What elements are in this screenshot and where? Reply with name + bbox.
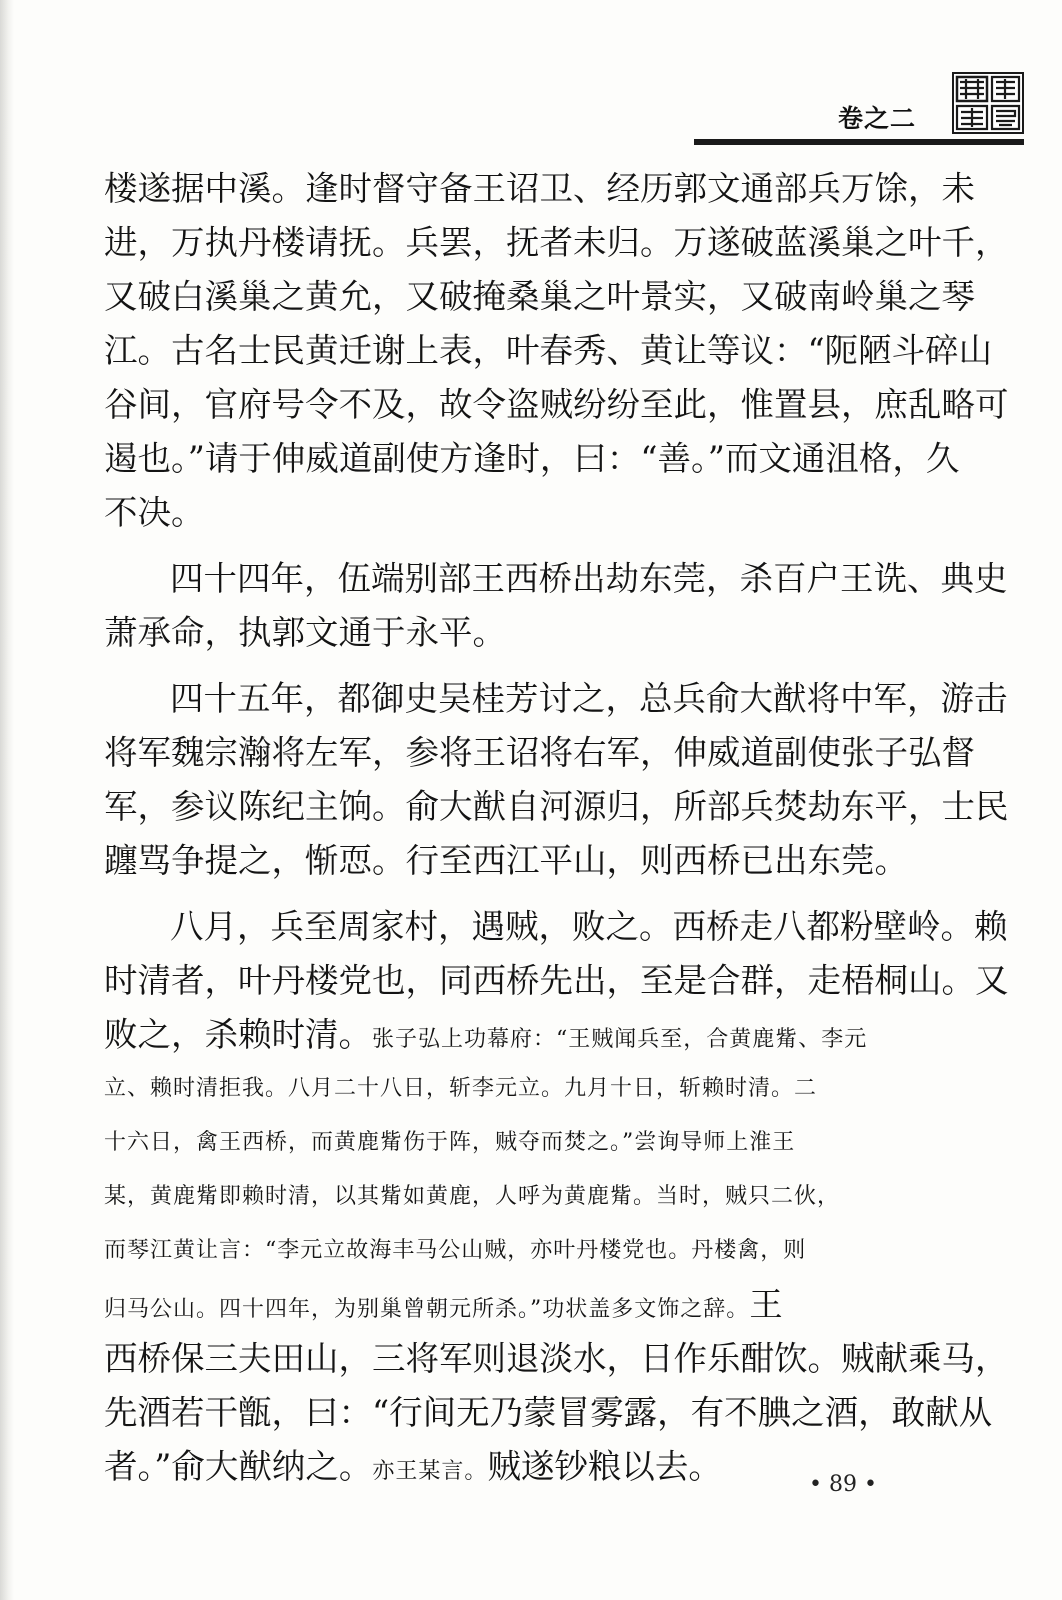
text-line: 江。古名士民黄迁谢上表，叶春秀、黄让等议：“阨陋斗碎山: [104, 331, 993, 370]
text-line: 军，参议陈纪主饷。俞大猷自河源归，所部兵焚劫东平，士民: [104, 787, 1009, 826]
text-line: 西桥保三夫田山，三将军则退淡水，日作乐酣饮。贼献乘马，: [104, 1339, 1009, 1378]
seal-logo-graphic: [952, 72, 1024, 134]
text-line: 楼遂据中溪。逢时督守备王诏卫、经历郭文通部兵万馀，未: [104, 169, 975, 208]
body-text: [104, 162, 1009, 1494]
main-text: 败之，杀赖时清。: [104, 1015, 372, 1054]
text-line: 先酒若干甑，曰：“行间无乃蒙冒雾露，有不腆之酒，敢献从: [104, 1393, 993, 1432]
text-line: 又破白溪巢之黄允，又破掩桑巢之叶景实，又破南岭巢之琴: [104, 277, 975, 316]
text-line: 萧承命，执郭文通于永平。: [104, 613, 506, 652]
annotation-line: 十六日，禽王西桥，而黄鹿觜伤于阵，贼夺而焚之。”尝询导师上淮王: [104, 1130, 796, 1155]
text-line: 八月，兵至周家村，遇贼，败之。西桥走八都粉壁岭。赖: [170, 907, 1008, 946]
text-line: 进，万执丹楼请抚。兵罢，抚者未归。万遂破蓝溪巢之叶千，: [104, 223, 1009, 262]
text-line-mixed: [104, 1008, 922, 1062]
text-line: 四十五年，都御史吴桂芳讨之，总兵俞大猷将中军，游击: [170, 679, 1008, 718]
text-line: 时清者，叶丹楼党也，同西桥先出，至是合群，走梧桐山。又: [104, 961, 1009, 1000]
seal-logo: [952, 72, 1024, 134]
text-line: 四十四年，伍端别部王西桥出劫东莞，杀百户王诜、典史: [170, 559, 1008, 598]
annotation-line: 某，黄鹿觜即赖时清，以其觜如黄鹿，人呼为黄鹿觜。当时，贼只二伙，: [104, 1184, 841, 1209]
annotation-line: 而琴江黄让言：“李元立故海丰马公山贼，亦叶丹楼党也。丹楼禽，则: [104, 1238, 807, 1263]
chapter-title: 卷之二: [838, 104, 917, 133]
main-text: 者。”俞大猷纳之。: [104, 1447, 373, 1486]
page-number: • 89 •: [809, 1472, 877, 1497]
text-line: 谷间，官府号令不及，故令盗贼纷纷至此，惟置县，庶乱略可: [104, 385, 1009, 424]
text-line: 躔骂争提之，惭恧。行至西江平山，则西桥已出东莞。: [104, 841, 908, 880]
text-line: 不决。: [104, 493, 205, 532]
text-line-mixed: [104, 1278, 922, 1332]
main-text: 贼遂钞粮以去。: [487, 1447, 722, 1486]
scan-edge: [0, 0, 14, 1600]
annotation-text: 归马公山。四十四年，为别巢曾朝元所杀。”功状盖多文饰之辞。: [104, 1297, 750, 1322]
annotation-line: 立、赖时清拒我。八月二十八日，斩李元立。九月十日，斩赖时清。二: [104, 1076, 818, 1101]
annotation-text: 亦王某言。: [372, 1459, 488, 1484]
text-line: 遏也。”请于伸威道副使方逢时，曰：“善。”而文通沮格，久: [104, 439, 960, 478]
text-line: 将军魏宗瀚将左军，参将王诏将右军，伸威道副使张子弘督: [104, 733, 975, 772]
annotation-text: 张子弘上功幕府：“王贼闻兵至，合黄鹿觜、李元: [372, 1027, 868, 1052]
main-text: 王: [749, 1285, 783, 1324]
header-rule: [694, 139, 1024, 145]
